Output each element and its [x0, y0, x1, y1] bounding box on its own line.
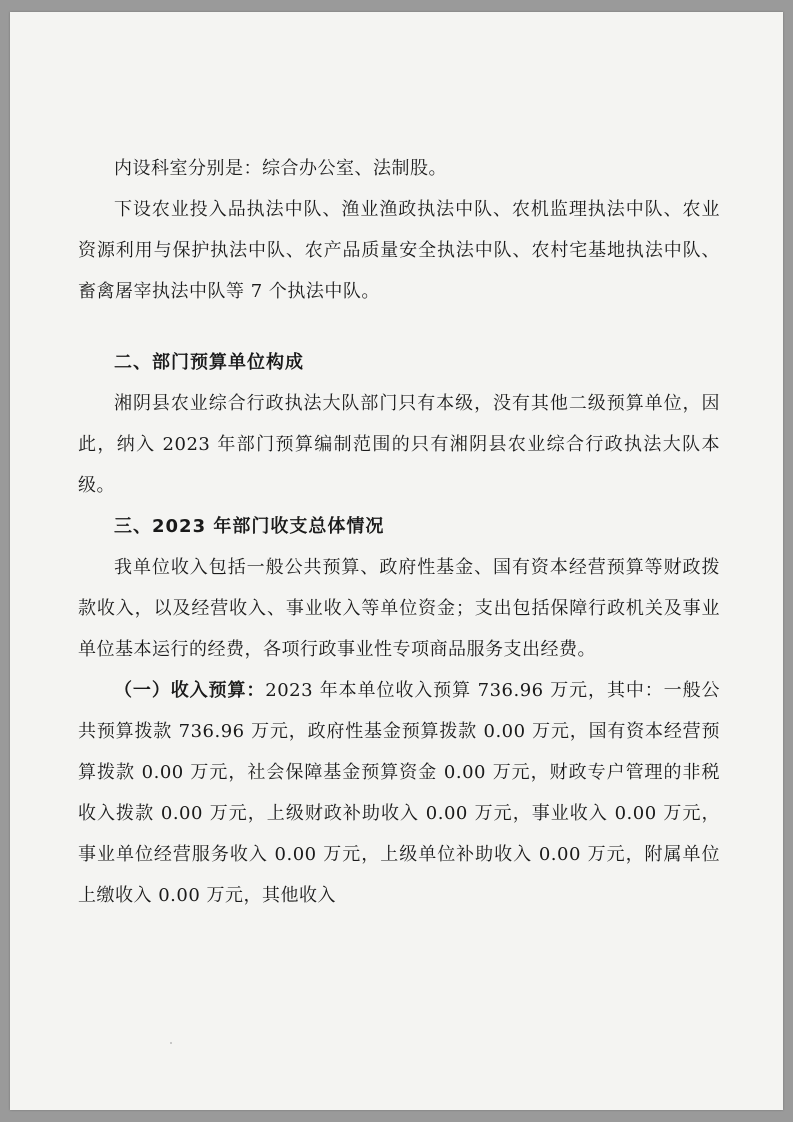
income-budget-body: 2023 年本单位收入预算 736.96 万元，其中：一般公共预算拨款 736.96 万元，政府性基金预算拨款 0.00 万元，国有资本经营预算拨款 0.00 万元，社会保障基金预算资金 0.00 万元，财政专户管理的非税收入拨款 0.00 万元，上级财政补助收入 0.00 万元，事业收入 0.00 万元，事业单位经营服务收入 0.00 万元，上级单位补助收入 0.00 万元，附属单位上缴收入 0.00 万元，其他收入: [78, 680, 720, 906]
document-page: [10, 12, 783, 1110]
section-heading-budget-units: 二、部门预算单位构成: [114, 352, 304, 373]
paragraph-income-scope: 我单位收入包括一般公共预算、政府性基金、国有资本经营预算等财政拨款收入，以及经营收入、事业收入等单位资金；支出包括保障行政机关及事业单位基本运行的经费，各项行政事业性专项商品服务支出经费。: [78, 557, 720, 660]
paragraph-subordinate-squads: 下设农业投入品执法中队、渔业渔政执法中队、农机监理执法中队、农业资源利用与保护执法中队、农产品质量安全执法中队、农村宅基地执法中队、畜禽屠宰执法中队等 7 个执法中队。: [78, 199, 720, 302]
paragraph-income-budget: [78, 670, 720, 916]
paragraph-internal-offices: 内设科室分别是：综合办公室、法制股。: [114, 158, 447, 179]
document-body: [78, 148, 720, 916]
section-heading-income-expenditure: 三、2023 年部门收支总体情况: [114, 516, 385, 537]
scan-speck: [170, 1042, 172, 1044]
income-budget-lead: （一）收入预算：: [114, 680, 266, 701]
spacer: [78, 312, 720, 342]
paragraph-budget-units: 湘阴县农业综合行政执法大队部门只有本级，没有其他二级预算单位，因此，纳入 2023 年部门预算编制范围的只有湘阴县农业综合行政执法大队本级。: [78, 393, 720, 496]
